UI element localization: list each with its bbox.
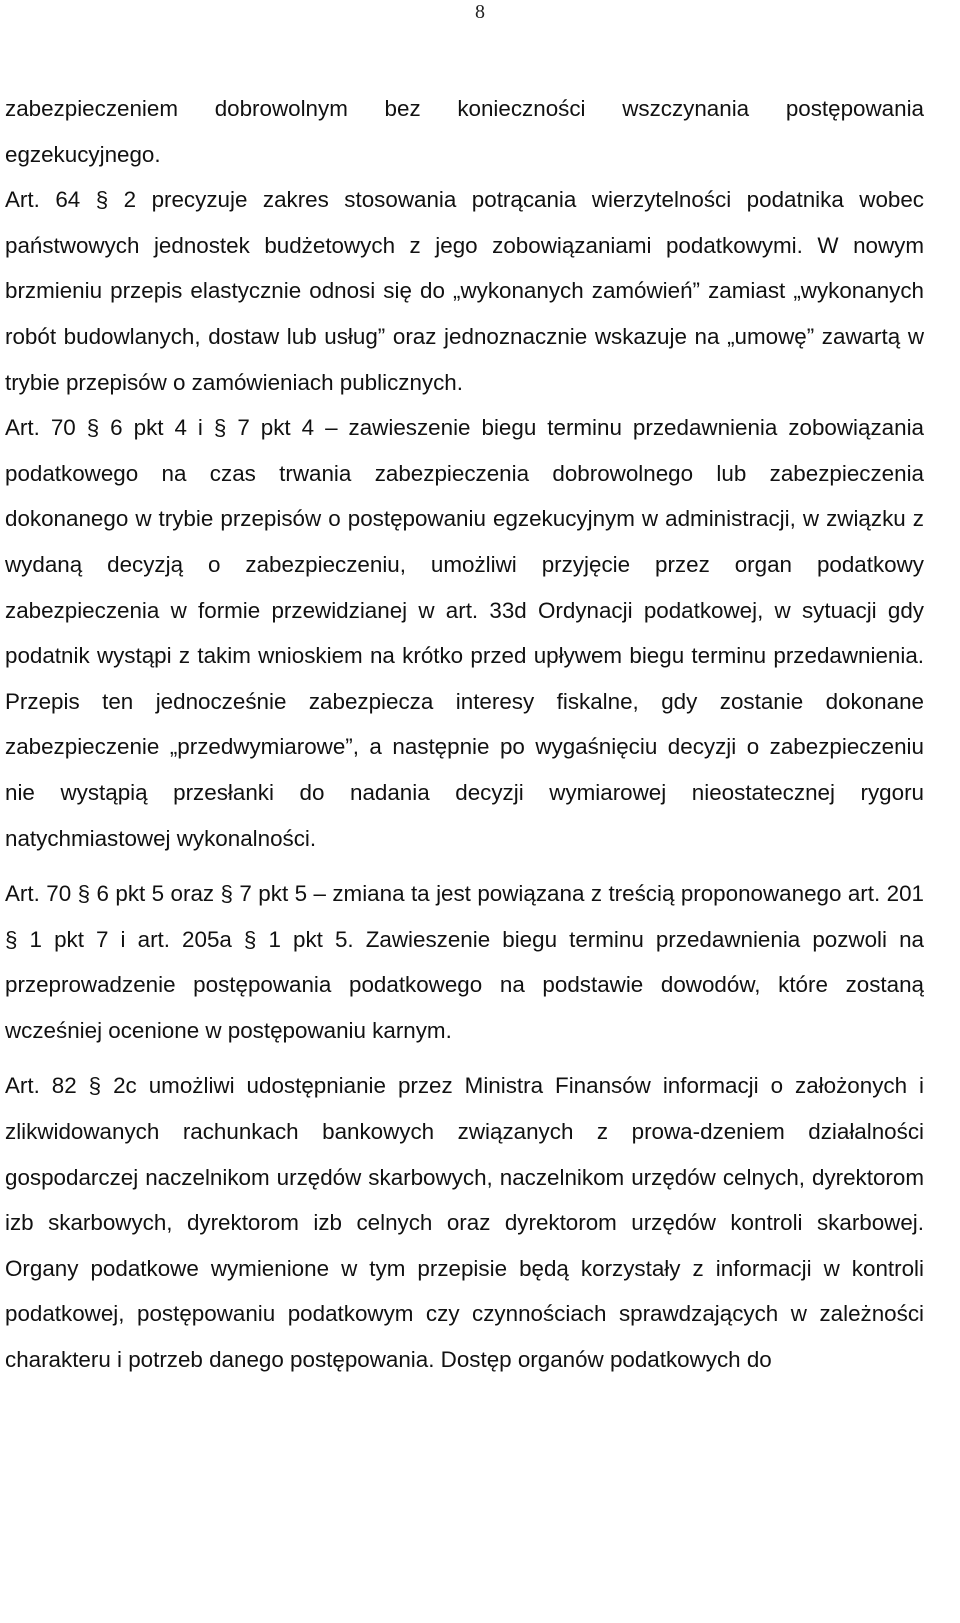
paragraph-art-70-pkt-4: Art. 70 § 6 pkt 4 i § 7 pkt 4 – zawieszenie biegu terminu przedawnienia zobowiązania podatkowego na czas trwania zabezpieczenia dobrowolnego lub zabezpieczenia dokonanego w trybie przepisów o postępowaniu egzekucyjnym w administracji, w związku z wydaną decyzją o zabezpieczeniu, umożliwi przyjęcie przez organ podatkowy zabezpieczenia w formie przewidzianej w art. 33d Ordynacji podatkowej, w sytuacji gdy podatnik wystąpi z takim wnioskiem na krótko przed upływem biegu terminu przedawnienia. Przepis ten jednocześnie zabezpiecza interesy fiskalne, gdy zostanie dokonane zabezpieczenie „przedwymiarowe”, a następnie po wygaśnięciu decyzji o zabezpieczeniu nie wystąpią przesłanki do nadania decyzji wymiarowej nieostatecznej rygoru natychmiastowej wykonalności.: [5, 415, 924, 851]
page-number: 8: [475, 1, 485, 23]
paragraph-continuation: zabezpieczeniem dobrowolnym bez konieczności wszczynania postępowania egzekucyjnego.: [5, 96, 924, 167]
document-body: [5, 86, 924, 1383]
paragraph-art-70-pkt-5: Art. 70 § 6 pkt 5 oraz § 7 pkt 5 – zmiana ta jest powiązana z treścią proponowanego art. 201 § 1 pkt 7 i art. 205a § 1 pkt 5. Zawieszenie biegu terminu przedawnienia pozwoli na przeprowadzenie postępowania podatkowego na podstawie dowodów, które zostaną wcześniej ocenione w postępowaniu karnym.: [5, 881, 924, 1043]
paragraph-art-64: Art. 64 § 2 precyzuje zakres stosowania potrącania wierzytelności podatnika wobec państwowych jednostek budżetowych z jego zobowiązaniami podatkowymi. W nowym brzmieniu przepis elastycznie odnosi się do „wykonanych zamówień” zamiast „wykonanych robót budowlanych, dostaw lub usług” oraz jednoznacznie wskazuje na „umowę” zawartą w trybie przepisów o zamówieniach publicznych.: [5, 187, 924, 395]
paragraph-art-82: Art. 82 § 2c umożliwi udostępnianie przez Ministra Finansów informacji o założonych i zlikwidowanych rachunkach bankowych związanych z prowa-dzeniem działalności gospodarczej naczelnikom urzędów skarbowych, naczelnikom urzędów celnych, dyrektorom izb skarbowych, dyrektorom izb celnych oraz dyrektorom urzędów kontroli skarbowej. Organy podatkowe wymienione w tym przepisie będą korzystały z informacji w kontroli podatkowej, postępowaniu podatkowym czy czynnościach sprawdzających w zależności charakteru i potrzeb danego postępowania. Dostęp organów podatkowych do: [5, 1073, 924, 1373]
